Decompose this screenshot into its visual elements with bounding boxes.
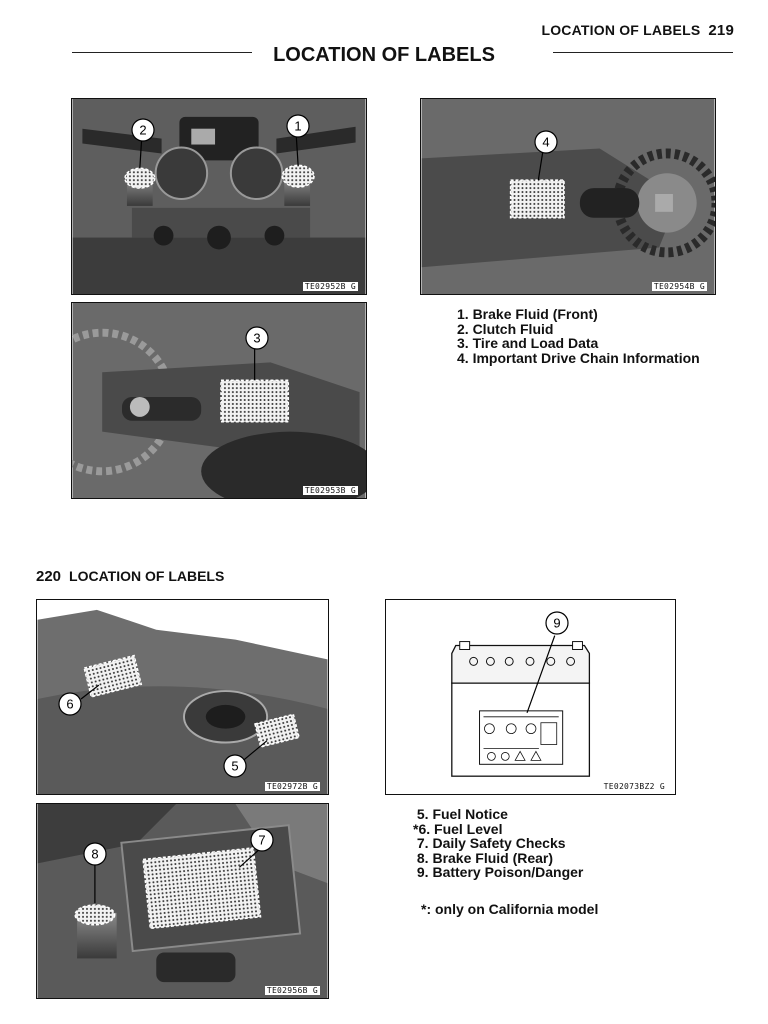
header-section-title: LOCATION OF LABELS	[69, 568, 225, 584]
swingarm-illustration	[421, 99, 715, 294]
callout-9-number: 9	[553, 615, 561, 631]
footnote-california: *: only on California model	[421, 901, 599, 917]
legend-220	[413, 807, 583, 880]
callout-9	[544, 610, 570, 636]
legend-item: *6. Fuel Level	[413, 820, 503, 837]
legend-219	[457, 307, 700, 365]
tire-label-illustration	[72, 303, 366, 498]
callout-8-number: 8	[91, 846, 99, 862]
callout-1-number: 1	[294, 118, 302, 134]
callout-6-number: 6	[66, 696, 74, 712]
figure-code: TE02954B G	[653, 282, 705, 291]
legend-item: 1. Brake Fluid (Front)	[457, 306, 598, 322]
page-number: 220	[36, 568, 62, 585]
legend-item: 2. Clutch Fluid	[457, 320, 554, 337]
callout-7	[249, 827, 275, 853]
callout-2	[130, 117, 156, 143]
callout-5-number: 5	[231, 758, 239, 774]
figure-code: TE02073BZ2 G	[603, 782, 665, 791]
callout-6	[57, 691, 83, 717]
title-rule-right	[553, 52, 733, 53]
legend-item: 5. Fuel Notice	[413, 806, 508, 822]
callout-8	[82, 841, 108, 867]
figure-swingarm-tire	[71, 302, 367, 499]
figure-code: TE02956B G	[266, 986, 318, 995]
legend-item: 8. Brake Fluid (Rear)	[413, 849, 554, 866]
header-section-title: LOCATION OF LABELS	[541, 22, 701, 38]
figure-code: TE02952B G	[304, 282, 356, 291]
callout-3	[244, 325, 270, 351]
callout-2-number: 2	[139, 122, 147, 138]
callout-7-number: 7	[258, 832, 266, 848]
callout-4	[533, 129, 559, 155]
legend-item: 4. Important Drive Chain Information	[457, 349, 700, 366]
figure-code: TE02953B G	[304, 486, 356, 495]
callout-4-number: 4	[542, 134, 550, 150]
page-title: LOCATION OF LABELS	[273, 44, 495, 66]
figure-fuel-tank	[36, 599, 329, 795]
under-seat-illustration	[37, 804, 328, 998]
battery-illustration	[386, 600, 675, 794]
page-number: 219	[708, 22, 734, 39]
legend-item: 9. Battery Poison/Danger	[413, 864, 584, 880]
page-header-220	[36, 568, 224, 585]
legend-item: 7. Daily Safety Checks	[413, 835, 566, 851]
handlebar-illustration	[72, 99, 366, 294]
callout-5	[222, 753, 248, 779]
figure-code: TE02972B G	[266, 782, 318, 791]
page-header-219	[541, 22, 734, 39]
figure-swingarm-chain	[420, 98, 716, 295]
figure-under-seat	[36, 803, 329, 999]
figure-battery	[385, 599, 676, 795]
legend-item: 3. Tire and Load Data	[457, 335, 599, 351]
figure-handlebar-reservoirs	[71, 98, 367, 295]
callout-3-number: 3	[253, 330, 261, 346]
callout-1	[285, 113, 311, 139]
